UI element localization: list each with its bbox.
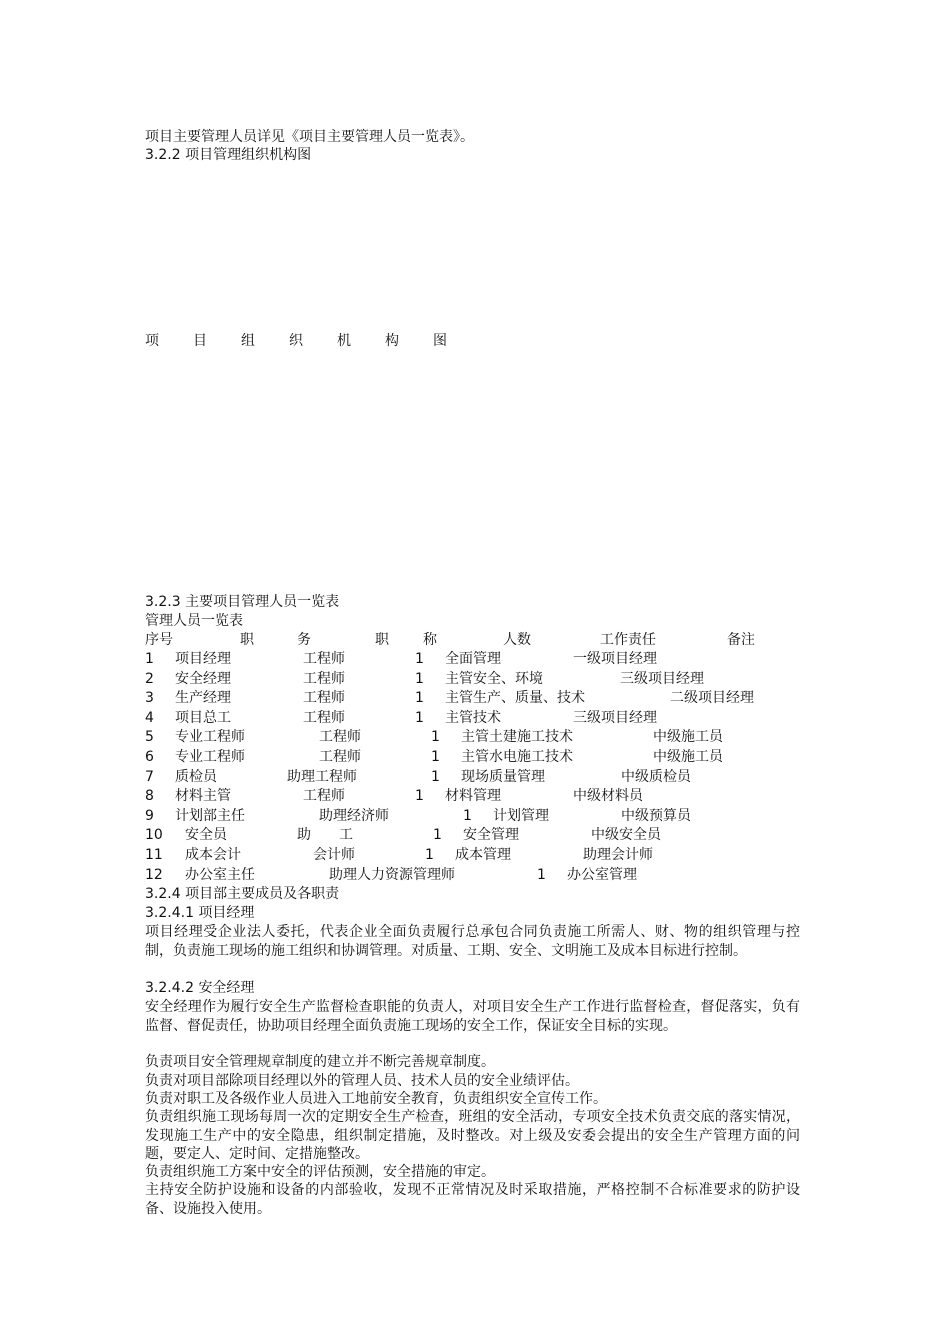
row-duty: 主管生产、质量、技术	[445, 690, 585, 707]
row-count: 1	[433, 827, 442, 844]
row-note: 二级项目经理	[670, 690, 754, 707]
section-title: 安全经理	[198, 980, 255, 996]
row-note: 中级施工员	[653, 749, 723, 765]
row-duty: 办公室管理	[567, 866, 637, 883]
safety-paragraph: 负责项目安全管理规章制度的建立并不断完善规章制度。	[145, 1054, 495, 1070]
row-note: 中级预算员	[621, 807, 691, 824]
row-title: 助理工程师	[287, 768, 357, 785]
org-chart-title-char: 图	[433, 333, 447, 349]
row-no: 8	[145, 788, 154, 805]
table-header-row	[145, 631, 845, 650]
section-heading-3-2-3	[145, 593, 339, 612]
table-row	[145, 709, 845, 728]
table-row	[145, 768, 845, 787]
row-title: 工程师	[303, 651, 345, 667]
intro-line: 项目主要管理人员详见《项目主要管理人员一览表》。	[145, 129, 474, 145]
row-title: 助 工	[297, 827, 353, 844]
table-row	[145, 866, 845, 885]
header-cell-note: 备注	[727, 632, 755, 648]
row-count: 1	[415, 709, 424, 726]
row-no: 1	[145, 651, 154, 667]
header-cell-post-2: 务	[297, 632, 311, 648]
row-duty: 主管水电施工技术	[461, 749, 573, 765]
header-cell-count: 人数	[503, 632, 531, 648]
row-no: 11	[145, 847, 163, 863]
row-title: 会计师	[313, 847, 355, 863]
row-count: 1	[463, 807, 472, 824]
table-row	[145, 807, 845, 826]
row-no: 6	[145, 749, 154, 765]
header-cell-duty: 工作责任	[600, 632, 656, 648]
row-note: 助理会计师	[583, 847, 653, 863]
row-duty: 全面管理	[445, 651, 501, 667]
section-number: 3.2.4.2	[145, 980, 194, 996]
org-chart-title-char: 目	[193, 333, 207, 349]
row-note: 三级项目经理	[620, 670, 704, 687]
org-chart-title	[145, 332, 481, 351]
row-count: 1	[425, 847, 434, 863]
org-chart-title-char: 组	[241, 333, 255, 349]
table-caption: 管理人员一览表	[145, 613, 243, 629]
row-duty: 现场质量管理	[461, 768, 545, 785]
section-number: 3.2.4.1	[145, 905, 194, 921]
section-title: 项目经理	[198, 905, 255, 921]
row-no: 12	[145, 866, 163, 883]
row-post: 专业工程师	[175, 749, 245, 765]
row-count: 1	[415, 651, 424, 667]
safety-paragraph: 安全经理作为履行安全生产监督检查职能的负责人，对项目安全生产工作进行监督检查，督促落实，负有监督、督促责任，协助项目经理全面负责施工现场的安全工作，保证安全目标的实现。	[145, 999, 800, 1034]
table-row	[145, 689, 845, 708]
org-chart-title-char: 构	[385, 333, 399, 349]
header-cell-no: 序号	[145, 632, 173, 648]
section-title: 主要项目管理人员一览表	[185, 594, 340, 610]
row-note: 一级项目经理	[573, 651, 657, 667]
safety-paragraph: 负责组织施工现场每周一次的定期安全生产检查，班组的安全活动，专项安全技术负责交底的落实情况，发现施工生产中的安全隐患，组织制定措施，及时整改。对上级及安委会提出的安全生产管理方面的问题，要定人、定时间、定措施整改。	[145, 1109, 800, 1162]
row-note: 三级项目经理	[573, 709, 657, 726]
section-heading-3-2-4	[145, 885, 339, 904]
row-no: 5	[145, 729, 154, 746]
row-post: 安全经理	[175, 670, 231, 687]
row-no: 2	[145, 670, 154, 687]
org-chart-title-char: 织	[289, 333, 303, 349]
row-post: 质检员	[175, 768, 217, 785]
section-heading-3-2-4-2	[145, 979, 254, 998]
row-count: 1	[431, 729, 440, 746]
row-post: 计划部主任	[175, 807, 245, 824]
table-row	[145, 670, 845, 689]
row-title: 工程师	[319, 729, 361, 746]
row-no: 10	[145, 827, 163, 844]
table-row	[145, 846, 845, 865]
section-number: 3.2.4	[145, 886, 181, 902]
row-duty: 主管安全、环境	[445, 670, 543, 687]
row-count: 1	[537, 866, 546, 883]
row-duty: 材料管理	[445, 788, 501, 805]
row-title: 助理人力资源管理师	[329, 866, 455, 883]
table-row	[145, 748, 845, 767]
row-no: 7	[145, 768, 154, 785]
table-row	[145, 787, 845, 806]
section-heading-3-2-4-1	[145, 904, 254, 923]
row-post: 安全员	[185, 827, 227, 844]
row-post: 成本会计	[185, 847, 241, 863]
row-duty: 主管技术	[445, 709, 501, 726]
section-title: 项目部主要成员及各职责	[185, 886, 340, 902]
section-heading-3-2-2	[145, 146, 311, 165]
row-no: 9	[145, 807, 154, 824]
table-row	[145, 728, 845, 747]
row-count: 1	[431, 768, 440, 785]
section-number: 3.2.3	[145, 594, 181, 610]
safety-paragraph: 负责对职工及各级作业人员进入工地前安全教育，负责组织安全宣传工作。	[145, 1091, 607, 1107]
row-title: 工程师	[303, 788, 345, 805]
row-no: 4	[145, 709, 154, 726]
row-post: 专业工程师	[175, 729, 245, 746]
header-cell-post-1: 职	[240, 632, 254, 648]
row-post: 项目经理	[175, 651, 231, 667]
row-title: 工程师	[303, 670, 345, 687]
table-row	[145, 826, 845, 845]
row-count: 1	[415, 690, 424, 707]
row-duty: 安全管理	[463, 827, 519, 844]
row-title: 工程师	[319, 749, 361, 765]
row-duty: 计划管理	[493, 807, 549, 824]
row-duty: 主管土建施工技术	[461, 729, 573, 746]
pm-paragraph: 项目经理受企业法人委托，代表企业全面负责履行总承包合同负责施工所需人、财、物的组织管理与控制，负责施工现场的施工组织和协调管理。对质量、工期、安全、文明施工及成本目标进行控制。	[145, 924, 800, 959]
org-chart-title-char: 机	[337, 333, 351, 349]
safety-paragraph: 负责组织施工方案中安全的评估预测，安全措施的审定。	[145, 1164, 495, 1180]
row-note: 中级施工员	[653, 729, 723, 746]
row-note: 中级安全员	[591, 827, 661, 844]
table-row	[145, 650, 845, 669]
section-number: 3.2.2	[145, 147, 181, 163]
org-chart-title-char: 项	[145, 333, 159, 349]
row-post: 项目总工	[175, 709, 231, 726]
header-cell-title-1: 职	[375, 632, 389, 648]
header-cell-title-2: 称	[423, 632, 437, 648]
safety-paragraph: 负责对项目部除项目经理以外的管理人员、技术人员的安全业绩评估。	[145, 1073, 579, 1089]
row-count: 1	[415, 788, 424, 805]
row-note: 中级质检员	[621, 768, 691, 785]
row-count: 1	[431, 749, 440, 765]
row-post: 生产经理	[175, 690, 231, 707]
safety-paragraph: 主持安全防护设施和设备的内部验收，发现不正常情况及时采取措施，严格控制不合标准要求的防护设备、设施投入使用。	[145, 1182, 800, 1217]
row-count: 1	[415, 670, 424, 687]
row-title: 工程师	[303, 709, 345, 726]
row-post: 办公室主任	[185, 866, 255, 883]
row-post: 材料主管	[175, 788, 231, 805]
row-no: 3	[145, 690, 154, 707]
row-title: 助理经济师	[319, 807, 389, 824]
row-note: 中级材料员	[573, 788, 643, 805]
row-title: 工程师	[303, 690, 345, 707]
row-duty: 成本管理	[455, 847, 511, 863]
section-title: 项目管理组织机构图	[185, 147, 312, 163]
